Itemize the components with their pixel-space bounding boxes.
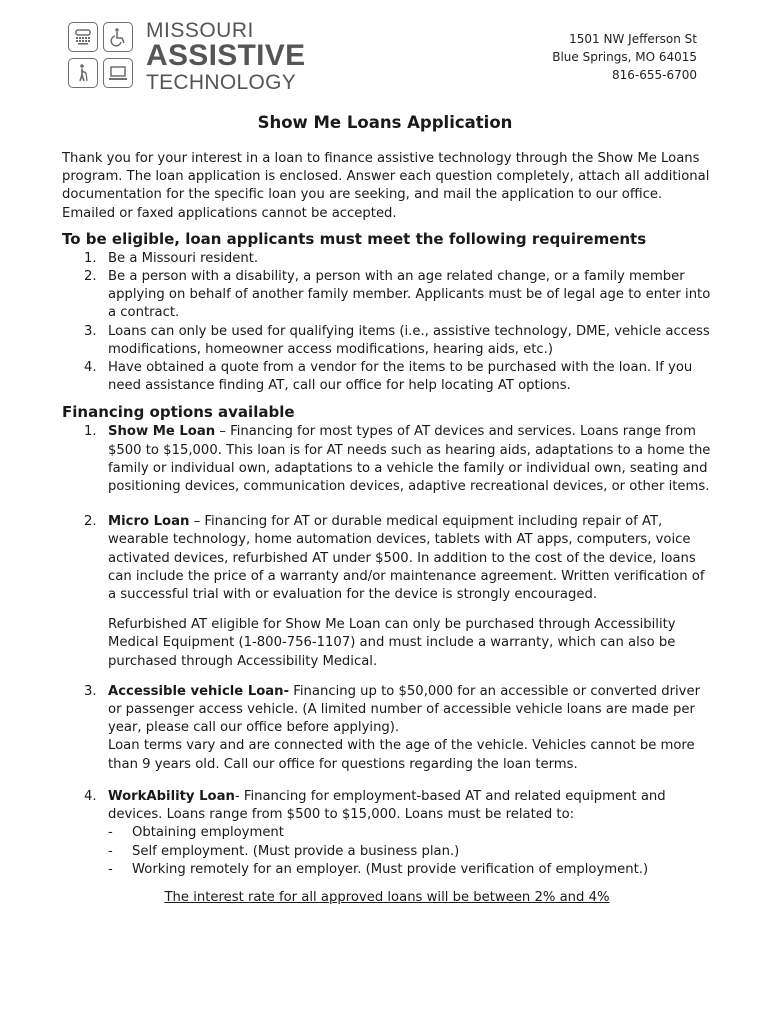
option-name: WorkAbility Loan bbox=[108, 788, 235, 804]
interest-rate-note: The interest rate for all approved loans will be between 2% and 4% bbox=[164, 889, 610, 905]
eligibility-item: 1. Be a Missouri resident. bbox=[84, 250, 259, 266]
option-terms: Loan terms vary and are connected with the age of the vehicle. Vehicles cannot be more than 9 years old. Call our office for questions regarding the loan terms. bbox=[108, 738, 695, 772]
document-body bbox=[62, 150, 712, 907]
tty-icon bbox=[68, 22, 98, 52]
intro-paragraph: Thank you for your interest in a loan to finance assistive technology through the Show Me Loans program. The loan application is enclosed. Answer each question completely, attach all additional documentation for the specific loan you are seeking, and mail the application to our office. Emailed or faxed applications cannot be accepted. bbox=[62, 151, 710, 221]
sub-item: - Self employment. (Must provide a business plan.) bbox=[108, 843, 460, 859]
eligibility-item: 2. Be a person with a disability, a person with an age related change, or a family member applying on behalf of another family member. Applicants must be of legal age to enter into a contract. bbox=[84, 269, 711, 321]
address-street: 1501 NW Jefferson St bbox=[569, 32, 697, 46]
financing-option-micro-loan: 2. Micro Loan – Financing for AT or durable medical equipment including repair of AT, wearable technology, home automation devices, tablets with AT apps, computers, voice activated devices, refurbished AT under $500. In addition to the cost of the device, loans can include the price of a warranty and/or maintenance agreement. Written verification of a successful trial with or evaluation for the device is strongly encouraged. Refurbished AT eligible for Show Me Loan can only be purchased through Accessibility Medical Equipment (1-800-756-1107) and must include a warranty, which can also be purchased through Accessibility Medical. bbox=[62, 513, 712, 671]
option-note: Refurbished AT eligible for Show Me Loan can only be purchased through Accessibility Medical Equipment (1-800-756-1107) and must include a warranty, which can also be purchased through Accessibility Medical. bbox=[108, 617, 676, 669]
cane-person-icon bbox=[68, 58, 98, 88]
address-city: Blue Springs, MO 64015 bbox=[552, 50, 697, 64]
logo bbox=[68, 19, 308, 94]
logo-wordmark bbox=[146, 20, 305, 93]
financing-option-show-me-loan: 1. Show Me Loan – Financing for most types of AT devices and services. Loans range from $500 to $15,000. This loan is for AT needs such as hearing aids, adaptations to a home the family or individual own, adaptations to a vehicle the family or individual own, seating and positioning devices, communication devices, adaptive recreational devices, or other items. bbox=[84, 424, 711, 495]
eligibility-item: 3. Loans can only be used for qualifying items (i.e., assistive technology, DME, vehicle access modifications, homeowner access modifications, hearing aids, etc.) bbox=[84, 323, 710, 357]
computer-icon bbox=[103, 58, 133, 88]
logo-line-missouri: MISSOURI bbox=[146, 19, 254, 42]
office-address bbox=[552, 30, 697, 84]
address-phone: 816-655-6700 bbox=[611, 68, 697, 82]
eligibility-list bbox=[62, 250, 712, 396]
option-name: Show Me Loan bbox=[108, 424, 216, 440]
sub-item: - Obtaining employment bbox=[108, 825, 284, 841]
page-title: Show Me Loans Application bbox=[257, 113, 513, 132]
option-name: Accessible vehicle Loan- bbox=[108, 683, 290, 699]
financing-option-workability-loan: 4. WorkAbility Loan- Financing for employment-based AT and related equipment and devices. Loans range from $500 to $15,000. Loans must be related to: - Obtaining employment - Self employment. (Must provide a business plan.) - Working remotely for an employer. (Must provide verification of employment.) bbox=[62, 788, 712, 879]
financing-heading: Financing options available bbox=[62, 403, 295, 422]
option-name: Micro Loan bbox=[108, 514, 190, 530]
eligibility-heading: To be eligible, loan applicants must meet the following requirements bbox=[62, 229, 647, 248]
logo-icons bbox=[68, 20, 136, 90]
financing-option-vehicle-loan: 3. Accessible vehicle Loan- Financing up to $50,000 for an accessible or converted driver or passenger access vehicle. (A limited number of accessible vehicle loans are made per year, please call our office before applying). Loan terms vary and are connected with the age of the vehicle. Vehicles cannot be more than 9 years old. Call our office for questions regarding the loan terms. bbox=[62, 683, 712, 774]
financing-list bbox=[62, 423, 712, 878]
sub-item: - Working remotely for an employer. (Must provide verification of employment.) bbox=[108, 861, 649, 877]
logo-line-technology: TECHNOLOGY bbox=[146, 71, 297, 94]
logo-line-assistive: ASSISTIVE bbox=[146, 39, 306, 72]
workability-sublist bbox=[62, 824, 712, 879]
wheelchair-icon bbox=[103, 22, 133, 52]
eligibility-item: 4. Have obtained a quote from a vendor for the items to be purchased with the loan. If you need assistance finding AT, call our office for help locating AT options. bbox=[84, 360, 693, 394]
